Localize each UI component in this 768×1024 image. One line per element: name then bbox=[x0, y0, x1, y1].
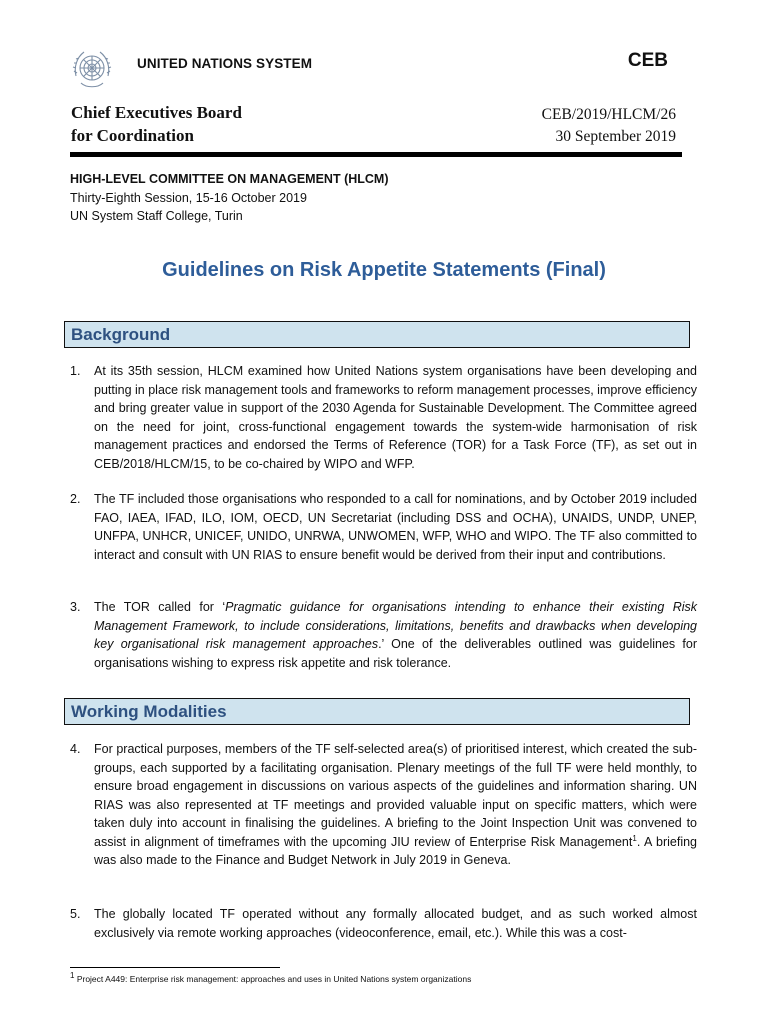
board-name-line1: Chief Executives Board bbox=[71, 103, 242, 122]
meeting-info bbox=[70, 170, 389, 226]
board-name bbox=[71, 102, 242, 147]
paragraph-body: For practical purposes, members of the TF self-selected area(s) of prioritised interest, which created the sub-groups, each supported by a facilitating organisation. Plenary meetings of the full TF were held monthly, to ensure broad engagement in discussions on various aspects of the guidelines and information sharing. UN RIAS was also represented at TF meetings and provided valuable input on specific matters, which were taken duly into account in finalising the guidelines. A briefing to the Joint Inspection Unit was convened to assist in alignment of timeframes with the upcoming JIU review of Enterprise Risk Management bbox=[94, 742, 697, 849]
section-heading-working-modalities: Working Modalities bbox=[64, 698, 690, 725]
paragraph-4 bbox=[70, 740, 697, 870]
paragraph-text bbox=[94, 740, 697, 870]
paragraph-5 bbox=[70, 905, 697, 942]
footnote-separator bbox=[70, 967, 280, 968]
document-title: Guidelines on Risk Appetite Statements (Final) bbox=[162, 259, 606, 281]
paragraph-number: 3. bbox=[70, 600, 81, 614]
header-rule bbox=[70, 152, 682, 157]
paragraph-number: 5. bbox=[70, 907, 81, 921]
un-emblem-icon bbox=[69, 46, 115, 92]
system-name: UNITED NATIONS SYSTEM bbox=[137, 56, 313, 71]
section-heading-background: Background bbox=[64, 321, 690, 348]
session-info: Thirty-Eighth Session, 15-16 October 2019 bbox=[70, 190, 307, 205]
footnote-mark: 1 bbox=[70, 971, 75, 981]
paragraph-1 bbox=[70, 362, 697, 473]
paragraph-text bbox=[94, 598, 697, 672]
paragraph-3 bbox=[70, 598, 697, 672]
doc-ref-number: CEB/2019/HLCM/26 bbox=[541, 106, 676, 123]
committee-name: HIGH-LEVEL COMMITTEE ON MANAGEMENT (HLCM) bbox=[70, 172, 389, 186]
ceb-tag: CEB bbox=[627, 50, 668, 71]
footnote bbox=[70, 971, 472, 984]
paragraph-text: The TF included those organisations who responded to a call for nominations, and by October 2019 included FAO, IAEA, IFAD, ILO, IOM, OECD, UN Secretariat (including DSS and OCHA), UNAIDS, UNDP, UNEP, UNFPA, UNHCR, UNICEF, UNIDO, UNRWA, UNWOMEN, WFP, WHO and WIPO. The TF also committed to interact and consult with UN RIAS to ensure benefit would be derived from their input and contributions. bbox=[94, 492, 697, 562]
paragraph-lead: The TOR called for ‘ bbox=[94, 600, 226, 614]
paragraph-number: 4. bbox=[70, 742, 81, 756]
doc-date: 30 September 2019 bbox=[555, 128, 676, 145]
paragraph-text: At its 35th session, HLCM examined how United Nations system organisations have been developing and putting in place risk management tools and frameworks to reform management processes, improve efficiency and bring greater value in support of the 2030 Agenda for Sustainable Development. The Committee agreed on the need for joint, cross-functional engagement towards the system-wide harmonisation of risk management practices and endorsed the Terms of Reference (TOR) for a Task Force (TF), as set out in CEB/2018/HLCM/15, to be co-chaired by WIPO and WFP. bbox=[94, 364, 697, 471]
paragraph-tail: . A briefing was also made to the Finance and Budget Network in July 2019 in Geneva. bbox=[94, 834, 697, 867]
footnote-reference[interactable]: 1 bbox=[632, 833, 637, 843]
paragraph-2 bbox=[70, 490, 697, 564]
paragraph-number: 1. bbox=[70, 364, 81, 378]
paragraph-number: 2. bbox=[70, 492, 81, 506]
footnote-text: Project A449: Enterprise risk management: approaches and uses in United Nations system organizations bbox=[74, 974, 472, 984]
quoted-guidance: Pragmatic guidance for organisations intending to enhance their existing Risk Management Framework, to include considerations, limitations, benefits and drawbacks when developing key organisational risk management approaches bbox=[94, 600, 697, 651]
document-reference bbox=[542, 104, 676, 148]
venue-info: UN System Staff College, Turin bbox=[70, 209, 243, 223]
paragraph-text: The globally located TF operated without any formally allocated budget, and as such worked almost exclusively via remote working approaches (videoconference, email, etc.). While this was a cost- bbox=[94, 907, 697, 940]
board-name-line2: for Coordination bbox=[71, 125, 194, 145]
paragraph-tail: .’ One of the deliverables outlined was guidelines for organisations wishing to express risk appetite and risk tolerance. bbox=[94, 637, 697, 670]
